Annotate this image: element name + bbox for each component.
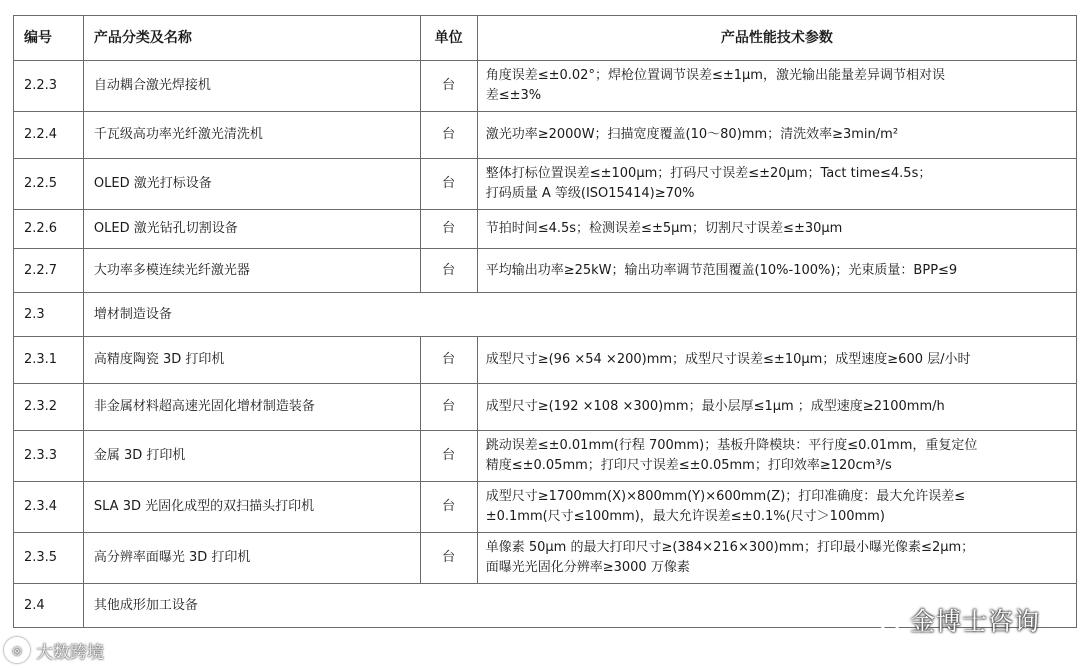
- row-code: 2.2.3: [14, 61, 84, 112]
- watermark-text-left: 大数跨境: [36, 642, 104, 663]
- row-name: OLED 激光打标设备: [83, 159, 420, 210]
- row-spec: [477, 482, 1076, 533]
- row-code: 2.3.4: [14, 482, 84, 533]
- section-title: 其他成形加工设备: [83, 584, 1076, 628]
- header-code: 编号: [14, 16, 84, 61]
- row-code: 2.3.5: [14, 533, 84, 584]
- watermark-bottom-left: [4, 636, 104, 664]
- row-name: 高精度陶瓷 3D 打印机: [83, 337, 420, 384]
- table-row: [14, 210, 1077, 249]
- row-spec: [477, 159, 1076, 210]
- table-row: [14, 159, 1077, 210]
- spec-line: 精度≤±0.05mm；打印尺寸误差≤±0.05mm；打印效率≥120cm³/s: [485, 458, 892, 473]
- table-row: [14, 249, 1077, 293]
- row-unit: 台: [420, 249, 477, 293]
- table-row: [14, 384, 1077, 431]
- wechat-icon: [868, 606, 902, 634]
- spec-line: ±0.1mm(尺寸≤100mm)，最大允许误差≤±0.1%(尺寸＞100mm): [485, 509, 885, 524]
- row-name: 金属 3D 打印机: [83, 431, 420, 482]
- row-unit: 台: [420, 384, 477, 431]
- row-name: SLA 3D 光固化成型的双扫描头打印机: [83, 482, 420, 533]
- spec-line: 平均输出功率≥25kW；输出功率调节范围覆盖(10%-100%)；光束质量：BPP≤9: [485, 262, 958, 278]
- spec-line: 单像素 50μm 的最大打印尺寸≥(384×216×300)mm；打印最小曝光像素≤2μm；: [485, 540, 975, 555]
- spec-line: 激光功率≥2000W；扫描宽度覆盖(10～80)mm；清洗效率≥3min/m²: [485, 127, 899, 142]
- spec-line: 成型尺寸≥(96 ×54 ×200)mm；成型尺寸误差≤±10μm；成型速度≥600 层/小时: [485, 352, 971, 367]
- table-row: [14, 482, 1077, 533]
- row-unit: 台: [420, 533, 477, 584]
- spec-table: [13, 15, 1077, 628]
- row-spec: [477, 533, 1076, 584]
- row-code: 2.3.3: [14, 431, 84, 482]
- spec-line: 差≤±3%: [485, 88, 542, 103]
- table-row: [14, 112, 1077, 159]
- spec-line: 跳动误差≤±0.01mm(行程 700mm)；基板升降模块：平行度≤0.01mm，重复定位: [485, 438, 978, 453]
- row-unit: 台: [420, 159, 477, 210]
- table-row: [14, 431, 1077, 482]
- row-unit: 台: [420, 112, 477, 159]
- table-row: [14, 533, 1077, 584]
- header-unit: 单位: [420, 16, 477, 61]
- row-spec: [477, 210, 1076, 249]
- row-unit: 台: [420, 431, 477, 482]
- watermark-bottom-right: [868, 600, 1040, 640]
- spec-line: 整体打标位置误差≤±100μm；打码尺寸误差≤±20μm；Tact time≤4.5s；: [485, 166, 932, 181]
- row-code: 2.3.1: [14, 337, 84, 384]
- row-spec: [477, 112, 1076, 159]
- spec-line: 成型尺寸≥(192 ×108 ×300)mm；最小层厚≤1μm ；成型速度≥2100mm/h: [485, 399, 945, 414]
- spec-line: 节拍时间≤4.5s；检测误差≤±5μm；切割尺寸误差≤±30μm: [485, 221, 843, 236]
- row-spec: [477, 384, 1076, 431]
- row-code: 2.3.2: [14, 384, 84, 431]
- row-spec: [477, 61, 1076, 112]
- row-name: 高分辨率面曝光 3D 打印机: [83, 533, 420, 584]
- row-unit: 台: [420, 210, 477, 249]
- row-name: 非金属材料超高速光固化增材制造装备: [83, 384, 420, 431]
- table-header-row: [14, 16, 1077, 61]
- section-row: [14, 293, 1077, 337]
- row-spec: [477, 249, 1076, 293]
- row-name: OLED 激光钻孔切割设备: [83, 210, 420, 249]
- row-code: 2.2.4: [14, 112, 84, 159]
- spec-line: 打码质量 A 等级(ISO15414)≥70%: [485, 186, 695, 201]
- row-name: 自动耦合激光焊接机: [83, 61, 420, 112]
- table-row: [14, 61, 1077, 112]
- section-title: 增材制造设备: [83, 293, 1076, 337]
- table-row: [14, 337, 1077, 384]
- spec-line: 角度误差≤±0.02°；焊枪位置调节误差≤±1μm，激光输出能量差异调节相对误: [485, 68, 945, 83]
- brand-logo-icon: ◎: [4, 637, 30, 663]
- row-unit: 台: [420, 337, 477, 384]
- watermark-text-right: 金博士咨询: [910, 607, 1041, 636]
- row-code: 2.2.6: [14, 210, 84, 249]
- row-spec: [477, 431, 1076, 482]
- row-code: 2.2.5: [14, 159, 84, 210]
- row-unit: 台: [420, 61, 477, 112]
- section-code: 2.3: [14, 293, 84, 337]
- row-spec: [477, 337, 1076, 384]
- spec-line: 成型尺寸≥1700mm(X)×800mm(Y)×600mm(Z)；打印准确度：最大允许误差≤: [485, 489, 966, 504]
- row-code: 2.2.7: [14, 249, 84, 293]
- row-unit: 台: [420, 482, 477, 533]
- section-code: 2.4: [14, 584, 84, 628]
- header-name: 产品分类及名称: [83, 16, 420, 61]
- spec-line: 面曝光光固化分辨率≥3000 万像素: [485, 560, 690, 575]
- header-spec: 产品性能技术参数: [477, 16, 1076, 61]
- row-name: 大功率多模连续光纤激光器: [83, 249, 420, 293]
- row-name: 千瓦级高功率光纤激光清洗机: [83, 112, 420, 159]
